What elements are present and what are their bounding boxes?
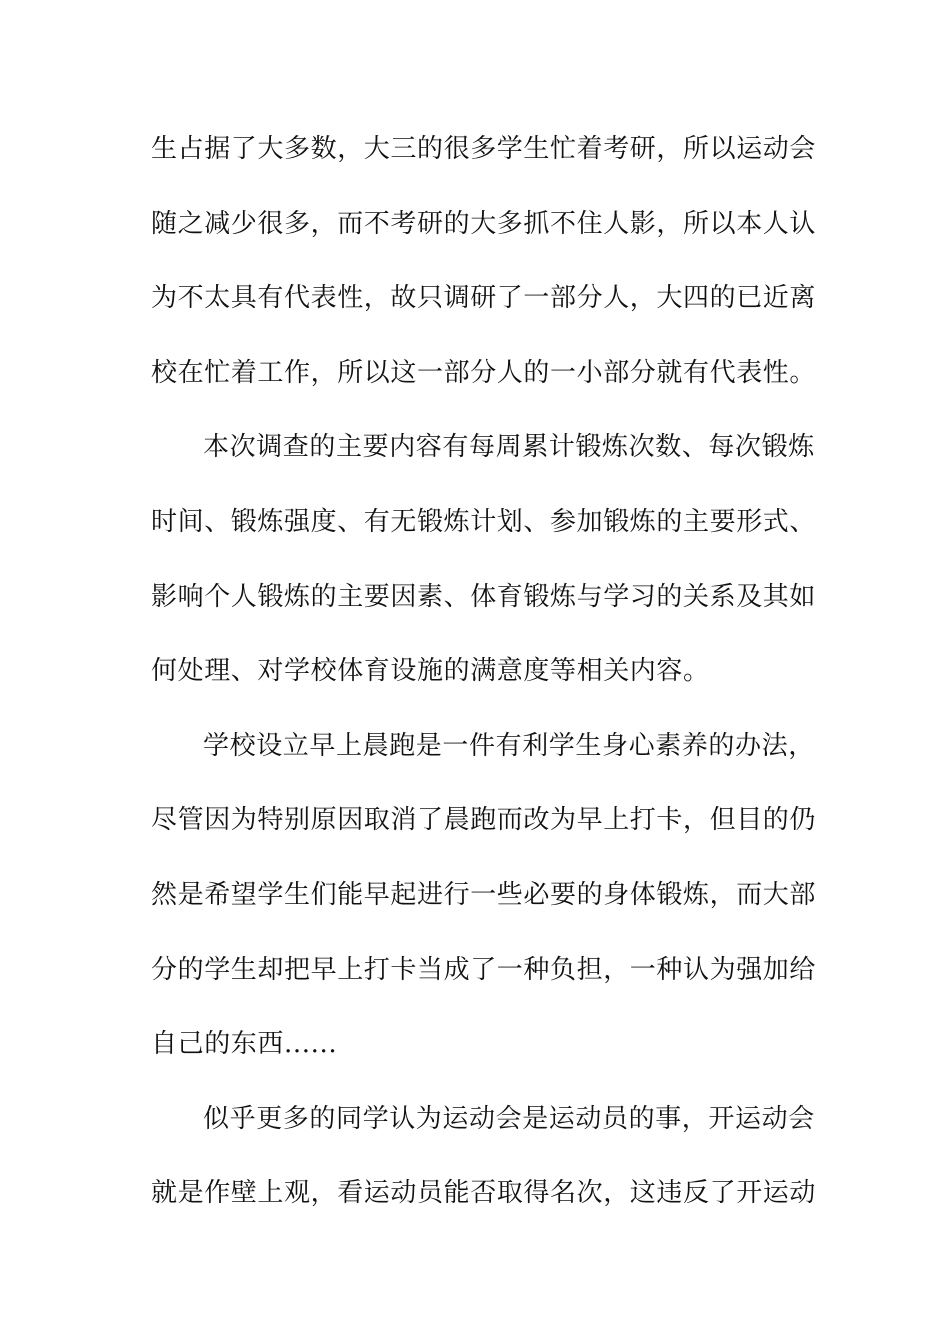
text-line: 为不太具有代表性，故只调研了一部分人，大四的已近离 [151,283,817,314]
paragraph-1 [151,131,817,392]
text-line: 就是作壁上观，看运动员能否取得名次，这违反了开运动 [151,1178,817,1209]
text-line: 何处理、对学校体育设施的满意度等相关内容。 [151,656,710,687]
text-line: 校在忙着工作，所以这一部分人的一小部分就有代表性。 [151,357,817,388]
paragraph-4 [151,1101,817,1213]
text-line: 影响个人锻炼的主要因素、体育锻炼与学习的关系及其如 [151,581,817,612]
text-line: 似乎更多的同学认为运动会是运动员的事，开运动会 [203,1103,815,1134]
text-line: 随之减少很多，而不考研的大多抓不住人影，所以本人认 [151,208,817,239]
text-line: 时间、锻炼强度、有无锻炼计划、参加锻炼的主要形式、 [151,506,817,537]
text-line: 本次调查的主要内容有每周累计锻炼次数、每次锻炼 [203,432,815,463]
text-line: 学校设立早上晨跑是一件有利学生身心素养的办法， [203,730,815,761]
document-body [151,131,817,1250]
text-line: 尽管因为特别原因取消了晨跑而改为早上打卡，但目的仍 [151,805,817,836]
paragraph-2 [151,429,817,690]
text-line: 然是希望学生们能早起进行一些必要的身体锻炼，而大部 [151,879,817,910]
text-line: 生占据了大多数，大三的很多学生忙着考研，所以运动会 [151,134,817,164]
text-line: 自己的东西...... [151,1029,338,1060]
text-line: 分的学生却把早上打卡当成了一种负担，一种认为强加给 [151,954,817,985]
paragraph-3 [151,728,817,1063]
